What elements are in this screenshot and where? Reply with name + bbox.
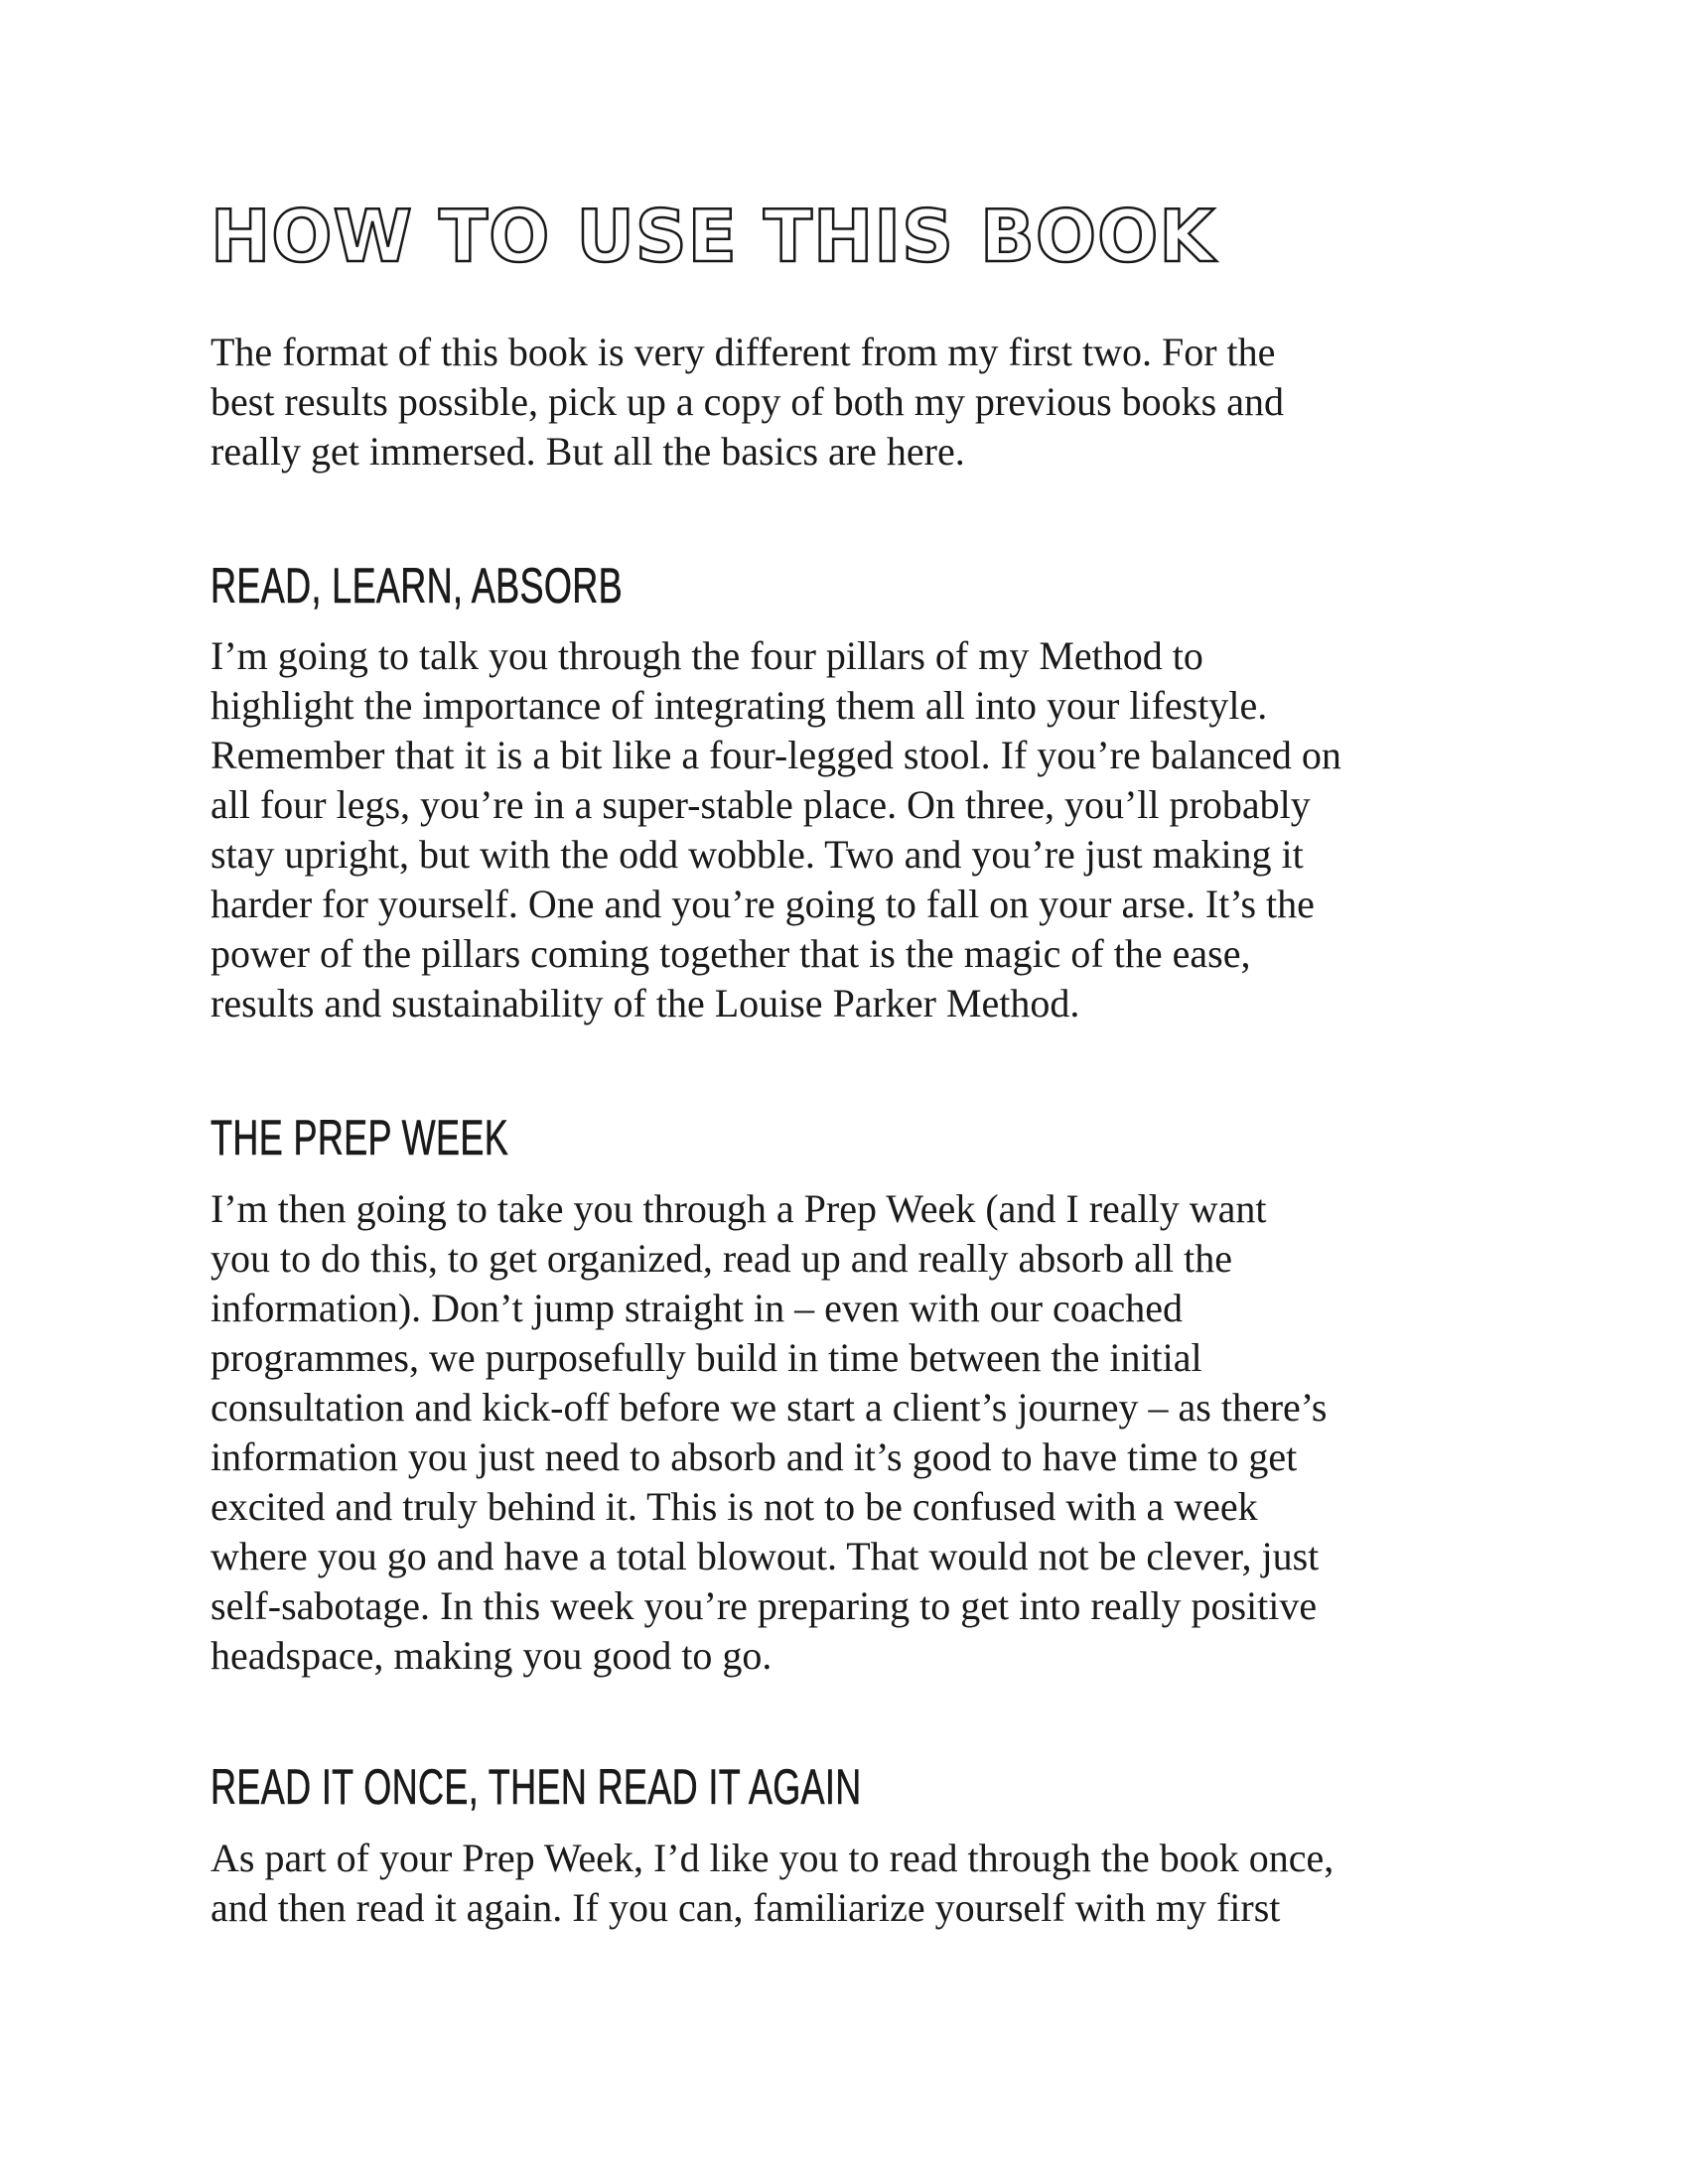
text-line: highlight the importance of integrating them all into your lifestyle.: [211, 683, 1268, 728]
text-line: As part of your Prep Week, I’d like you to read through the book once,: [211, 1836, 1335, 1880]
text-line: harder for yourself. One and you’re going to fall on your arse. It’s the: [211, 882, 1315, 926]
page-title: HOW TO USE THIS BOOK: [211, 195, 1216, 278]
text-line: stay upright, but with the odd wobble. Two and you’re just making it: [211, 832, 1304, 877]
text-line: where you go and have a total blowout. That would not be clever, just: [211, 1534, 1320, 1578]
text-line: Remember that it is a bit like a four-legged stool. If you’re balanced on: [211, 733, 1341, 777]
text-line: best results possible, pick up a copy of both my previous books and: [211, 379, 1284, 424]
section-paragraph-read-learn-absorb: [211, 631, 1501, 1028]
text-line: excited and truly behind it. This is not to be confused with a week: [211, 1484, 1258, 1529]
text-line: and then read it again. If you can, familiarize yourself with my first: [211, 1885, 1281, 1930]
text-line: I’m going to talk you through the four pillars of my Method to: [211, 633, 1203, 678]
text-line: you to do this, to get organized, read up and really absorb all the: [211, 1236, 1232, 1281]
text-line: self-sabotage. In this week you’re preparing to get into really positive: [211, 1583, 1318, 1628]
section-heading-read-learn-absorb: READ, LEARN, ABSORB: [211, 558, 623, 614]
section-paragraph-read-it-again: [211, 1834, 1501, 1933]
section-heading-read-it-again: READ IT ONCE, THEN READ IT AGAIN: [211, 1759, 862, 1815]
text-line: information). Don’t jump straight in – even with our coached: [211, 1286, 1184, 1330]
section-paragraph-prep-week: [211, 1184, 1501, 1681]
text-line: The format of this book is very different from my first two. For the: [211, 330, 1276, 374]
text-line: I’m then going to take you through a Prep Week (and I really want: [211, 1186, 1267, 1231]
text-line: results and sustainability of the Louise Parker Method.: [211, 981, 1080, 1025]
text-line: power of the pillars coming together that is the magic of the ease,: [211, 931, 1251, 976]
section-heading-prep-week: THE PREP WEEK: [211, 1110, 509, 1165]
text-line: really get immersed. But all the basics are here.: [211, 429, 965, 474]
text-line: all four legs, you’re in a super-stable place. On three, you’ll probably: [211, 782, 1311, 827]
text-line: headspace, making you good to go.: [211, 1633, 773, 1678]
text-line: consultation and kick-off before we start a client’s journey – as there’s: [211, 1385, 1328, 1430]
intro-paragraph: [211, 328, 1501, 477]
text-line: information you just need to absorb and it’s good to have time to get: [211, 1434, 1298, 1479]
text-line: programmes, we purposefully build in time between the initial: [211, 1335, 1202, 1380]
